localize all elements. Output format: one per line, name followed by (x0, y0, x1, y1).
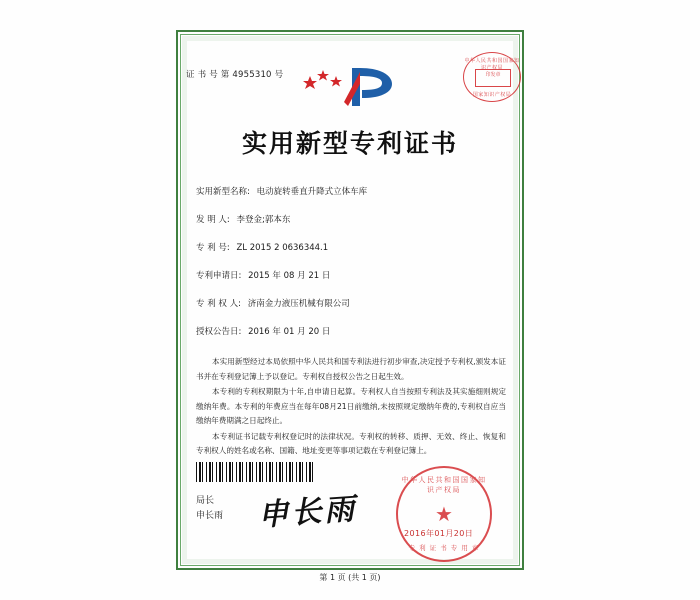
field-label: 发 明 人: (196, 215, 230, 225)
field-value: 电动旋转垂直升降式立体车库 (256, 187, 368, 197)
field-value: 李登金;郭本东 (236, 215, 291, 225)
field-patent-number (196, 241, 328, 253)
page-title: 实用新型专利证书 (241, 129, 458, 158)
field-application-date (196, 269, 330, 281)
paragraph-1: 本实用新型经过本局依照中华人民共和国专利法进行初步审查,决定授予专利权,颁发本证书并在专利登记簿上予以登记。专利权自授权公告之日起生效。 (196, 357, 506, 381)
seal-arc-bottom-text: 专 利 证 书 专 用 章 (408, 544, 480, 552)
field-patent-owner (196, 297, 350, 309)
seal-top-bottom-text: 国家知识产权局 (472, 92, 512, 98)
field-label: 授权公告日: (196, 327, 242, 337)
field-inventor (196, 213, 290, 225)
seal-arc-top-text: 中华人民共和国国家知识产权局 (401, 476, 487, 494)
seal-date: 2016年01月20日 (404, 529, 474, 538)
field-value: ZL 2015 2 0636344.1 (236, 243, 329, 253)
handwritten-signature: 申长雨 (257, 491, 359, 534)
signature-title-line2: 申长雨 (196, 511, 224, 521)
page-footer: 第 1 页 (共 1 页) (319, 573, 381, 582)
paragraph-2: 本专利的专利权期限为十年,自申请日起算。专利权人自当按照专利法及其实施细则规定缴纳年费。本专利的年费应当在每年08月21日前缴纳,未按照规定缴纳年费的,专利权自应当缴纳年费期满之日起终止。 (196, 387, 506, 425)
field-value: 2016 年 01 月 20 日 (248, 327, 331, 337)
field-utility-model-name (196, 185, 367, 197)
field-value: 济南金力液压机械有限公司 (247, 299, 350, 309)
cnipa-logo (300, 62, 405, 110)
field-label: 专利申请日: (196, 271, 242, 281)
certificate-number: 证 书 号 第 4955310 号 (186, 70, 284, 80)
signature-title-line1: 局长 (196, 496, 215, 506)
issuing-seal-top (463, 52, 521, 102)
field-label: 实用新型名称: (196, 187, 250, 197)
official-seal (396, 466, 492, 562)
field-label: 专 利 号: (196, 243, 230, 253)
seal-top-arc-text: 中华人民共和国国家知识产权局 (464, 58, 520, 71)
legal-text-block (196, 355, 506, 460)
field-grant-date (196, 325, 330, 337)
paragraph-3: 本专利证书记载专利权登记时的法律状况。专利权的转移、质押、无效、终止、恢复和专利权人的姓名或名称、国籍、地址变更等事项记载在专利登记簿上。 (196, 431, 506, 455)
seal-top-inner-text: 印发章 (475, 69, 511, 87)
barcode (196, 462, 314, 482)
field-label: 专 利 权 人: (196, 299, 241, 309)
signature-title (196, 494, 223, 524)
star-icon: ★ (435, 502, 453, 526)
field-value: 2015 年 08 月 21 日 (248, 271, 331, 281)
